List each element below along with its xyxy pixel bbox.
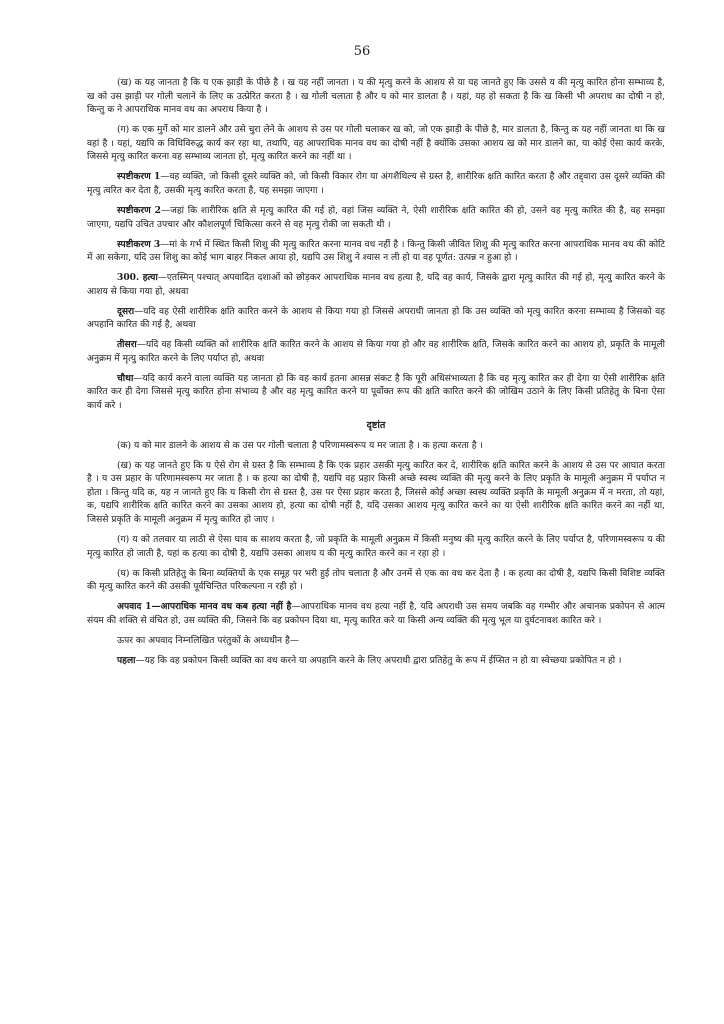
paragraph-thirdly: तीसरा—यदि वह किसी व्यक्ति को शारीरिक क्षति कारित करने के आशय से किया गया हो और वह शारीरिक क्षति, जिसके कारित करने का आशय हो, प्रकृति के मामूली अनुक्रम में मृत्यु कारित करने के लिए पर्याप्त हो, अथवा [87,339,665,364]
paragraph-exception-1: अपवाद 1—आपराधिक मानव वध कब हत्या नहीं है—आपराधिक मानव वध हत्या नहीं है, यदि अपराधी उस समय जबकि वह गम्भीर और अचानक प्रकोपन से आत्म संयम की शक्ति से वंचित हो, उस व्यक्ति की, जिसने कि वह प्रकोपन दिया था, मृत्यु कारित करे या किसी अन्य व्यक्ति की मृत्यु भूल या दुर्घटनावश कारित करे । [87,601,665,626]
fourthly-label: चौथा [117,372,134,384]
section-300-label: 300. हत्या [117,272,158,284]
document-body [87,76,665,674]
paragraph-fourthly: चौथा—यदि कार्य करने वाला व्यक्ति यह जानता हो कि वह कार्य इतना आसन्न संकट है कि पूरी अधिसंभाव्यता है कि वह मृत्यु कारित कर ही देगा या ऐसी शारीरिक क्षति कारित कर ही देगा जिससे मृत्यु कारित होना संभाव्य है और वह मृत्यु कारित करने या पूर्वोक्त रूप की क्षति कारित करने की जोखिम उठाने के लिए किसी प्रतिहेतु के बिना ऐसा कार्य करे । [87,372,665,411]
illustration-gha: (घ) क किसी प्रतिहेतु के बिना व्यक्तियों के एक समूह पर भरी हुई तोप चलाता है और उनमें से एक का वध कर देता है । क हत्या का दोषी है, यद्यपि किसी विशिष्ट व्यक्ति की मृत्यु कारित करने की उसकी पूर्वचिन्तित परिकल्पना न रही हो । [87,568,665,593]
illustration-ga: (ग) य को तलवार या लाठी से ऐसा घाव क साशय करता है, जो प्रकृति के मामूली अनुक्रम में किसी मनुष्य की मृत्यु कारित करने के लिए पर्याप्त है, परिणामस्वरूप य की मृत्यु कारित हो जाती है, यहां क हत्या का दोषी है, यद्यपि उसका आशय य की मृत्यु कारित करने का न रहा हो । [87,534,665,559]
exception-1-label: अपवाद 1—आपराधिक मानव वध कब हत्या नहीं है [117,601,292,613]
paragraph-secondly: दूसरा—यदि वह ऐसी शारीरिक क्षति कारित करने के आशय से किया गया हो जिससे अपराधी जानता हो कि उस व्यक्ति को मृत्यु कारित करना सम्भाव्य है जिसको वह अपहानि कारित की गई है, अथवा [87,305,665,331]
paragraph-illustration-kha: (ख) क यह जानता है कि य एक झाड़ी के पीछे है । ख यह नहीं जानता । य की मृत्यु करने के आशय से या यह जानते हुए कि उससे य की मृत्यु कारित होना सम्भाव्य है, ख को उस झाड़ी पर गोली चलाने के लिए क उत्प्रेरित करता है । ख गोली चलाता है और य को मार डालता है । यहां, यह हो सकता है कि ख किसी भी अपराध का दोषी न हो, किन्तु क ने आपराधिक मानव वध का अपराध किया है । [87,78,665,116]
paragraph-provisos-intro: ऊपर का अपवाद निम्नलिखित परंतुकों के अध्यधीन है— [117,635,299,646]
first-proviso-label: पहला [117,654,136,666]
explanation-2-label: स्पष्टीकरण 2 [117,204,162,216]
illustration-kha: (ख) क यह जानते हुए कि य ऐसे रोग से ग्रस्त है कि सम्भाव्य है कि एक प्रहार उसकी मृत्यु कारित कर दे, शारीरिक क्षति कारित करने के आशय से उस पर आघात करता है । य उस प्रहार के परिणामस्वरूप मर जाता है । क हत्या का दोषी है, यद्यपि वह प्रहार किसी अच्छे स्वस्थ व्यक्ति की मृत्यु करने के लिए प्रकृति के मामूली अनुक्रम में पर्याप्त न होता । किन्तु यदि क, यह न जानते हुए कि य किसी रोग से ग्रस्त है, उस पर ऐसा प्रहार करता है, जिससे कोई अच्छा स्वस्थ व्यक्ति प्रकृति के मामूली अनुक्रम में न मरता, तो यहां, क, यद्यपि शारीरिक क्षति कारित करने का उसका आशय हो, हत्या का दोषी नहीं है, यदि उसका आशय मृत्यु कारित करने का या ऐसी शारीरिक क्षति कारित करने का नहीं था, जिससे प्रकृति के मामूली अनुक्रम में मृत्यु कारित हो जाए । [87,460,665,525]
paragraph-explanation-3: स्पष्टीकरण 3—मां के गर्भ में स्थित किसी शिशु की मृत्यु कारित करना मानव वध नहीं है । किन्तु किसी जीवित शिशु की मृत्यु कारित करना आपराधिक मानव वध की कोटि में आ सकेगा, यदि उस शिशु का कोई भाग बाहर निकल आया हो, यद्यपि उस शिशु ने श्वास न ली हो या वह पूर्णत: उत्पन्न न हुआ हो । [87,238,665,264]
page-number: 56 [353,44,371,59]
paragraph-first-proviso: पहला—यह कि वह प्रकोपन किसी व्यक्ति का वध करने या अपहानि करने के लिए अपराधी द्वारा प्रतिहेतु के रूप में ईप्सित न हो या स्वेच्छया प्रकोपित न हो । [117,654,622,666]
paragraph-explanation-2: स्पष्टीकरण 2—जहां कि शारीरिक क्षति से मृत्यु कारित की गई हो, वहां जिस व्यक्ति ने, ऐसी शारीरिक क्षति कारित की हो, उसने वह मृत्यु कारित की है, वह समझा जाएगा, यद्यपि उचित उपचार और कौशलपूर्ण चिकित्सा करने से वह मृत्यु रोकी जा सकती थी । [87,204,665,230]
secondly-label: दूसरा [117,305,135,317]
explanation-1-label: स्पष्टीकरण 1 [117,171,161,183]
illustration-ka: (क) य को मार डालने के आशय से क उस पर गोली चलाता है परिणामस्वरूप य मर जाता है । क हत्या करता है । [117,440,483,451]
thirdly-label: तीसरा [117,339,137,351]
paragraph-section-300: 300. हत्या—एतस्मिन् पश्चात् अपवादित दशाओं को छोड़कर आपराधिक मानव वध हत्या है, यदि वह कार्य, जिसके द्वारा मृत्यु कारित की गई हो, मृत्यु कारित करने के आशय से किया गया हो, अथवा [87,272,665,297]
illustrations-heading: दृष्टांत [366,419,386,431]
explanation-3-label: स्पष्टीकरण 3 [117,238,161,250]
paragraph-illustration-ga: (ग) क एक मुर्गे को मार डालने और उसे चुरा लेने के आशय से उस पर गोली चलाकर ख को, जो एक झाड़ी के पीछे है, मार डालता है, किन्तु क यह नहीं जानता था कि ख वहां है । यहां, यद्यपि क विधिविरुद्ध कार्य कर रहा था, तथापि, वह आपराधिक मानव वध का दोषी नहीं है क्योंकि उसका आशय ख को मार डालने का, या कोई ऐसा कार्य करके, जिससे मृत्यु कारित करना वह सम्भाव्य जानता हो, मृत्यु कारित करने का नहीं था । [87,125,665,163]
paragraph-explanation-1: स्पष्टीकरण 1—वह व्यक्ति, जो किसी दूसरे व्यक्ति को, जो किसी विकार रोग या अंगशैथिल्य से ग्रस्त है, शारीरिक क्षति कारित करता है और तद्द्वारा उस दूसरे व्यक्ति की मृत्यु त्वरित कर देता है, उसकी मृत्यु कारित करता है, यह समझा जाएगा । [87,171,666,196]
